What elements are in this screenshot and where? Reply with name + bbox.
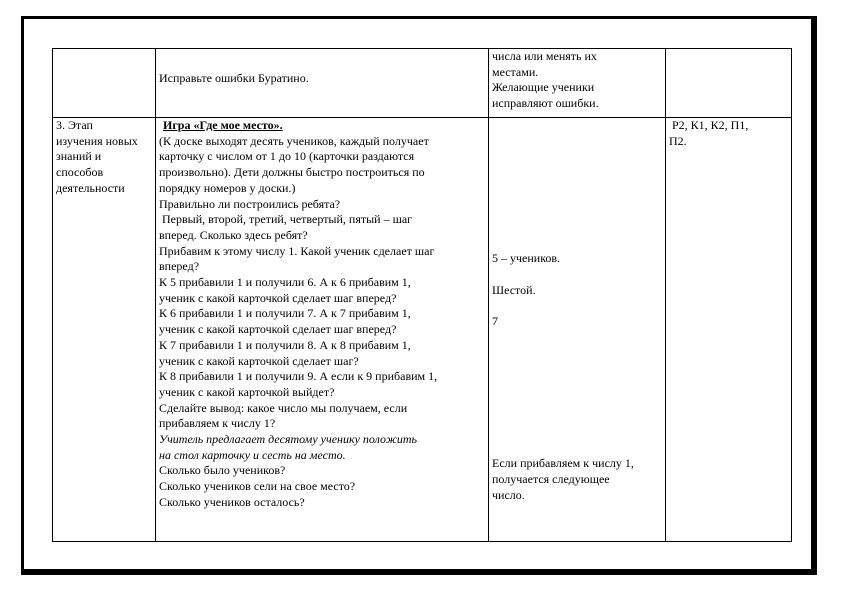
student-activity-cell <box>489 49 666 118</box>
text-line: исправляют ошибки. <box>492 96 599 111</box>
teacher-activity-cell <box>156 118 489 542</box>
text-line: Правильно ли построились ребята? <box>159 196 341 211</box>
answer-text: 7 <box>492 314 498 329</box>
text-line: ученик с какой карточкой сделает шаг вперед? <box>159 290 397 305</box>
text-line: Сделайте вывод: какое число мы получаем, если <box>159 400 408 415</box>
task-text: Исправьте ошибки Буратино. <box>159 71 309 85</box>
stage-cell <box>53 49 156 118</box>
text-line: К 8 прибавили 1 и получили 9. А если к 9 прибавим 1, <box>159 369 438 384</box>
text-line: (К доске выходят десять учеников, каждый получает <box>159 133 429 148</box>
text-line: Первый, второй, третий, четвертый, пятый – шаг <box>159 212 413 227</box>
text-line: порядку номеров у доски.) <box>159 180 296 195</box>
text-line: прибавляем к числу 1? <box>159 416 276 431</box>
answer-text: Шестой. <box>492 282 536 297</box>
uud-cell <box>666 118 792 542</box>
text-line: Прибавим к этому числу 1. Какой ученик сделает шаг <box>159 243 435 258</box>
text-line: Сколько учеников сели на свое место? <box>159 479 356 494</box>
text-line: К 5 прибавили 1 и получили 6. А к 6 прибавим 1, <box>159 275 411 290</box>
stage-cell <box>53 118 156 542</box>
text-line: местами. <box>492 64 539 79</box>
stage-line: деятельности <box>56 180 125 195</box>
student-activity-cell <box>489 118 666 542</box>
text-line: произвольно). Дети должны быстро построиться по <box>159 165 425 180</box>
text-line: вперед? <box>159 259 200 274</box>
stage-line: знаний и <box>56 149 102 164</box>
text-line: К 7 прибавили 1 и получили 8. А к 8 прибавим 1, <box>159 337 411 352</box>
stage-line: способов <box>56 165 104 180</box>
text-line: ученик с какой карточкой выйдет? <box>159 384 335 399</box>
teacher-activity-cell <box>156 49 489 118</box>
italic-line: Учитель предлагает десятому ученику положить <box>159 432 417 447</box>
uud-cell <box>666 49 792 118</box>
text-line: числа или менять их <box>492 49 597 63</box>
table-row <box>53 49 792 118</box>
answer-text: число. <box>492 487 525 502</box>
italic-line: на стол карточку и сесть на место. <box>159 447 346 462</box>
uud-line: П2. <box>669 133 687 148</box>
answer-text: получается следующее <box>492 471 610 486</box>
table-row <box>53 118 792 542</box>
text-line: Желающие ученики <box>492 80 595 95</box>
lesson-table <box>52 48 792 542</box>
game-title: Игра «Где мое место». <box>163 118 283 132</box>
stage-line: 3. Этап <box>56 118 93 132</box>
text-line: карточку с числом от 1 до 10 (карточки раздаются <box>159 149 415 164</box>
text-line: Сколько учеников осталось? <box>159 494 305 509</box>
stage-line: изучения новых <box>56 133 138 148</box>
text-line: ученик с какой карточкой сделает шаг? <box>159 353 359 368</box>
answer-text: 5 – учеников. <box>492 251 561 265</box>
text-line: вперед. Сколько здесь ребят? <box>159 227 308 242</box>
text-line: К 6 прибавили 1 и получили 7. А к 7 прибавим 1, <box>159 306 411 321</box>
answer-text: Если прибавляем к числу 1, <box>492 456 634 471</box>
text-line: Сколько было учеников? <box>159 463 286 478</box>
uud-line: Р2, К1, К2, П1, <box>669 118 749 132</box>
text-line: ученик с какой карточкой сделает шаг вперед? <box>159 322 397 337</box>
